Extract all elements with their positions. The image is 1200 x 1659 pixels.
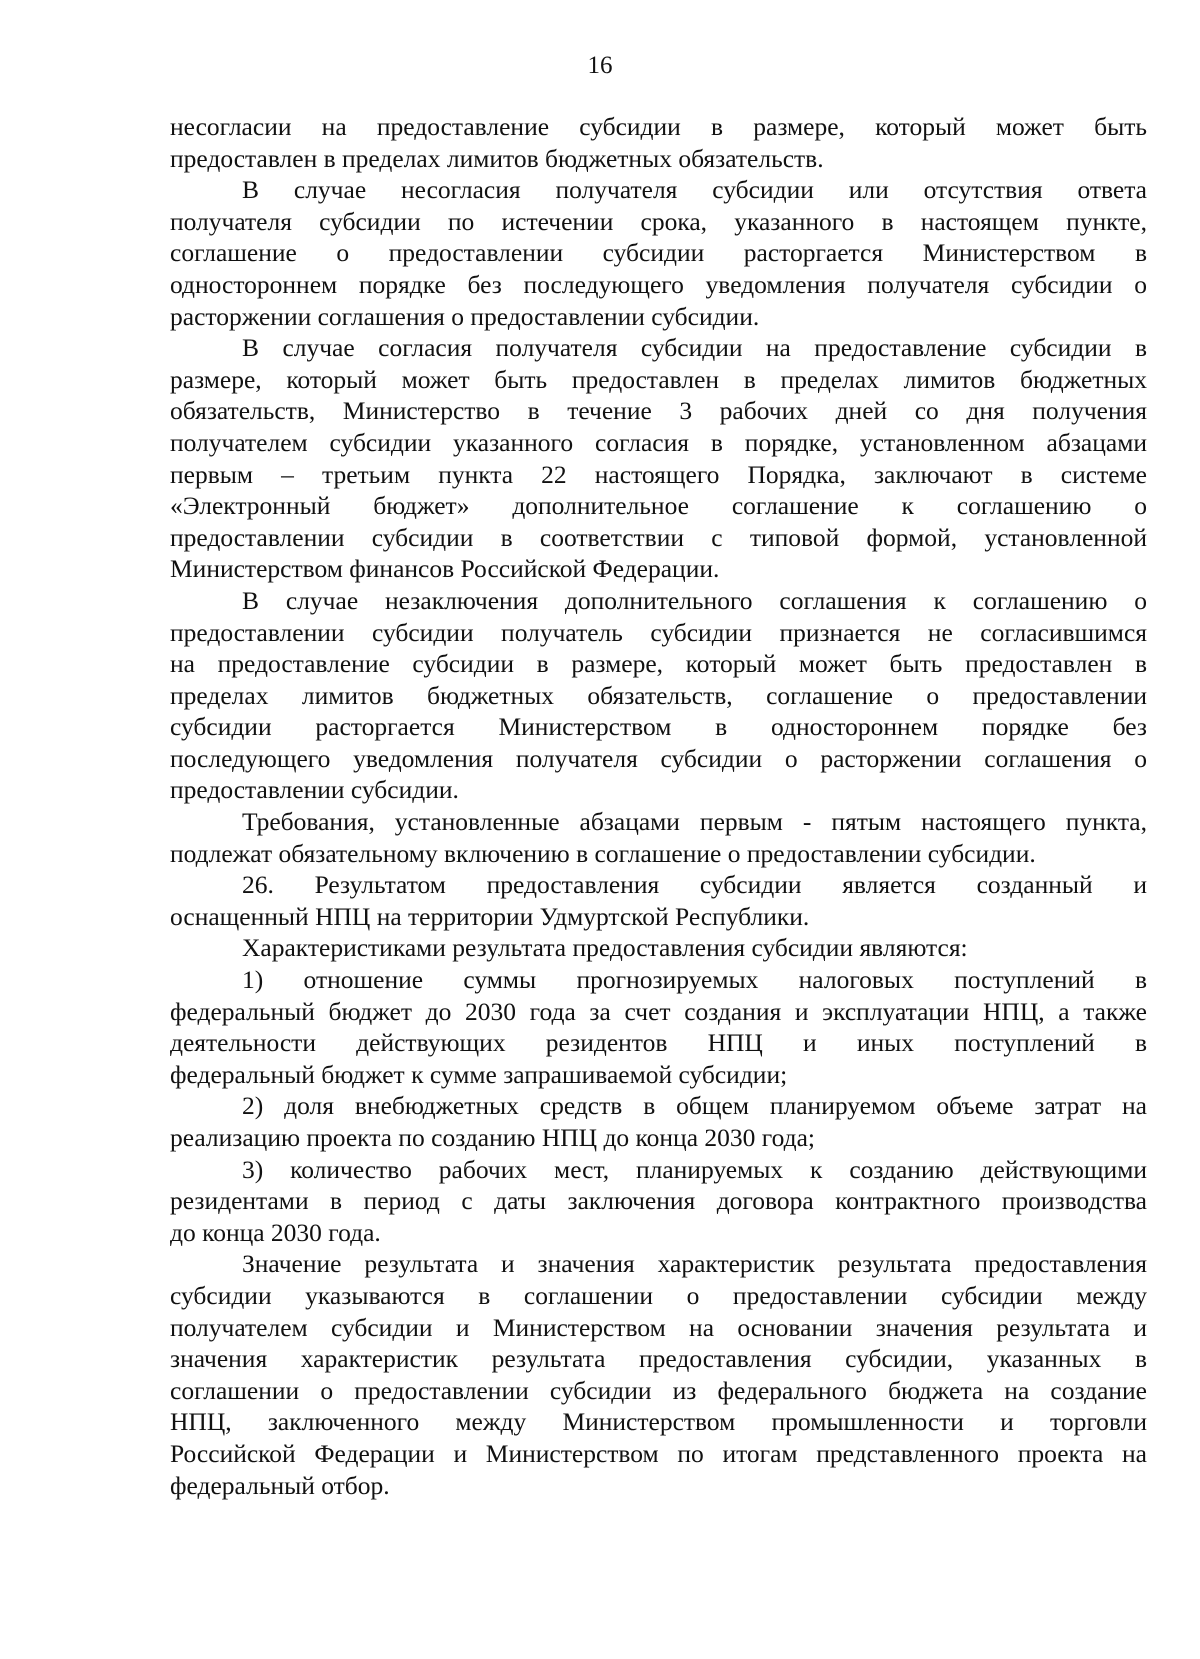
text-line: размере, который может быть предоставлен в пределах лимитов бюджетных xyxy=(170,364,1147,394)
text-line: на предоставление субсидии в размере, который может быть предоставлен в xyxy=(170,649,1147,679)
text-line: деятельности действующих резидентов НПЦ и иных поступлений в xyxy=(170,1028,1147,1058)
page-number: 16 xyxy=(587,52,613,79)
text-line: 26. Результатом предоставления субсидии является созданный и xyxy=(242,870,1147,900)
text-line: одностороннем порядке без последующего уведомления получателя субсидии о xyxy=(170,269,1147,299)
text-line: до конца 2030 года. xyxy=(170,1217,381,1247)
text-line: значения характеристик результата предоставления субсидии, указанных в xyxy=(170,1344,1147,1374)
text-line: реализацию проекта по созданию НПЦ до конца 2030 года; xyxy=(170,1123,815,1152)
text-line: Российской Федерации и Министерством по итогам представленного проекта на xyxy=(170,1438,1147,1468)
text-line: предоставлении субсидии в соответствии с типовой формой, установленной xyxy=(170,522,1147,552)
text-line: Значение результата и значения характеристик результата предоставления xyxy=(242,1249,1147,1279)
text-line: несогласии на предоставление субсидии в размере, который может быть xyxy=(170,112,1147,141)
text-line: получателя субсидии по истечении срока, указанного в настоящем пункте, xyxy=(170,206,1147,236)
text-line: В случае согласия получателя субсидии на предоставление субсидии в xyxy=(242,333,1147,363)
text-line: предоставлении субсидии получатель субсидии признается не согласившимся xyxy=(170,617,1147,647)
text-line: предоставлен в пределах лимитов бюджетных обязательств. xyxy=(170,143,824,173)
text-line: обязательств, Министерство в течение 3 рабочих дней со дня получения xyxy=(170,396,1147,426)
text-line: В случае незаключения дополнительного соглашения к соглашению о xyxy=(242,585,1147,615)
text-line: Требования, установленные абзацами первым - пятым настоящего пункта, xyxy=(242,807,1147,837)
text-line: последующего уведомления получателя субсидии о расторжении соглашения о xyxy=(170,743,1147,773)
text-line: получателем субсидии и Министерством на основании значения результата и xyxy=(170,1312,1147,1342)
text-line: Министерством финансов Российской Федерации. xyxy=(170,554,720,584)
text-line: оснащенный НПЦ на территории Удмуртской Республики. xyxy=(170,901,810,931)
text-line: расторжении соглашения о предоставлении субсидии. xyxy=(170,301,760,331)
text-line: предоставлении субсидии. xyxy=(170,775,459,805)
text-line: В случае несогласия получателя субсидии или отсутствия ответа xyxy=(242,175,1147,205)
text-line: подлежат обязательному включению в соглашение о предоставлении субсидии. xyxy=(170,838,1036,868)
text-line: субсидии расторгается Министерством в одностороннем порядке без xyxy=(170,712,1147,742)
text-line: Характеристиками результата предоставления субсидии являются: xyxy=(242,933,968,963)
text-line: пределах лимитов бюджетных обязательств, соглашение о предоставлении xyxy=(170,680,1147,710)
text-line: 2) доля внебюджетных средств в общем планируемом объеме затрат на xyxy=(242,1091,1147,1121)
text-line: НПЦ, заключенного между Министерством промышленности и торговли xyxy=(170,1407,1147,1437)
text-line: федеральный отбор. xyxy=(170,1470,390,1500)
text-line: «Электронный бюджет» дополнительное соглашение к соглашению о xyxy=(170,491,1147,521)
document-body xyxy=(170,111,1147,1501)
text-line: 3) количество рабочих мест, планируемых к созданию действующими xyxy=(242,1154,1147,1184)
text-line: первым – третьим пункта 22 настоящего Порядка, заключают в системе xyxy=(170,459,1147,489)
text-line: федеральный бюджет к сумме запрашиваемой субсидии; xyxy=(170,1059,788,1089)
text-line: соглашение о предоставлении субсидии расторгается Министерством в xyxy=(170,238,1147,268)
text-line: соглашении о предоставлении субсидии из федерального бюджета на создание xyxy=(170,1375,1147,1405)
text-line: 1) отношение суммы прогнозируемых налоговых поступлений в xyxy=(242,965,1147,995)
text-line: резидентами в период с даты заключения договора контрактного производства xyxy=(170,1186,1147,1216)
text-line: федеральный бюджет до 2030 года за счет создания и эксплуатации НПЦ, а также xyxy=(170,996,1147,1026)
text-line: субсидии указываются в соглашении о предоставлении субсидии между xyxy=(170,1280,1147,1310)
text-line: получателем субсидии указанного согласия в порядке, установленном абзацами xyxy=(170,427,1147,457)
